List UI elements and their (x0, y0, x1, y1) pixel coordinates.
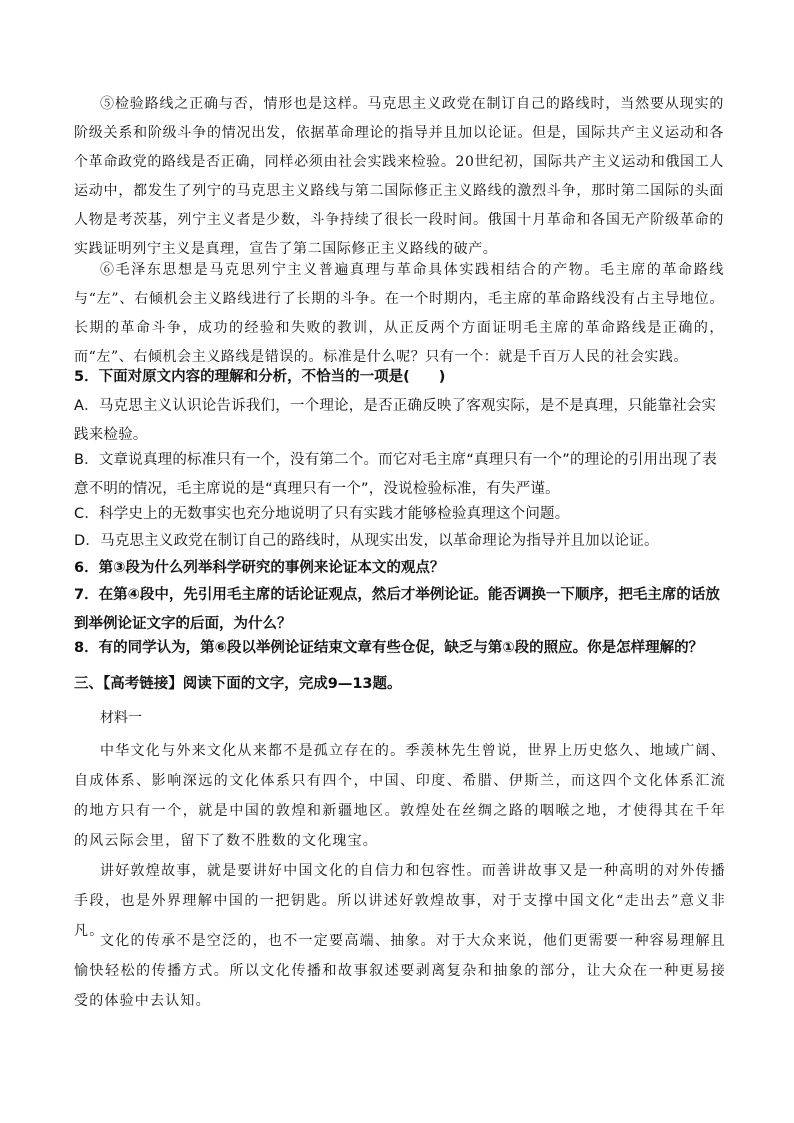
question-5-option-d: D．马克思主义政党在制订自己的路线时，从现实出发，以革命理论为指导并且加以论证。 (74, 533, 659, 549)
question-8: 8．有的同学认为，第⑥段以举例论证结束文章有些仓促，缺乏与第①段的照应。你是怎样理解的？ (74, 640, 704, 656)
question-5-option-c: C．科学史上的无数事实也充分地说明了只有实践才能够检验真理这个问题。 (74, 506, 570, 522)
material-paragraph-2: 讲好敦煌故事，就是要讲好中国文化的自信力和包容性。而善讲故事又是一种高明的对外传播手段，也是外界理解中国的一把钥匙。所以讲述好敦煌故事，对于支撑中国文化“走出去”意义非凡。 (74, 863, 726, 939)
question-7: 7．在第④段中，先引用毛主席的话论证观点，然后才举例论证。能否调换一下顺序，把毛主席的话放到举例论证文字的后面，为什么？ (74, 587, 720, 632)
question-5: 5．下面对原文内容的理解和分析，不恰当的一项是( ) (74, 369, 446, 385)
section-3-heading: 三、【高考链接】阅读下面的文字，完成9—13题。 (74, 676, 402, 692)
question-5-option-a: A．马克思主义认识论告诉我们，一个理论，是否正确反映了客观实际，是不是真理，只能靠社会实践来检验。 (74, 398, 717, 443)
question-6: 6．第③段为什么列举科学研究的事例来论证本文的观点？ (74, 560, 445, 576)
material-label: 材料一 (100, 710, 142, 726)
paragraph-5: ⑤检验路线之正确与否，情形也是这样。马克思主义政党在制订自己的路线时，当然要从现实的阶级关系和阶级斗争的情况出发，依据革命理论的指导并且加以论证。但是，国际共产主义运动和各个革命政党的路线是否正确，同样必须由社会实践来检验。20世纪初，国际共产主义运动和俄国工人运动中，都发生了列宁的马克思主义路线与第二国际修正主义路线的激烈斗争，那时第二国际的头面人物是考茨基，列宁主义者是少数，斗争持续了很长一段时间。俄国十月革命和各国无产阶级革命的实践证明列宁主义是真理，宣告了第二国际修正主义路线的破产。 (74, 96, 724, 257)
material-paragraph-1: 中华文化与外来文化从来都不是孤立存在的。季羡林先生曾说，世界上历史悠久、地域广阔、自成体系、影响深远的文化体系只有四个，中国、印度、希腊、伊斯兰，而这四个文化体系汇流的地方只有一个，就是中国的敦煌和新疆地区。敦煌处在丝绸之路的咽喉之地，才使得其在千年的风云际会里，留下了数不胜数的文化瑰宝。 (74, 743, 726, 849)
material-paragraph-3: 文化的传承不是空泛的，也不一定要高端、抽象。对于大众来说，他们更需要一种容易理解且愉快轻松的传播方式。所以文化传播和故事叙述要剥离复杂和抽象的部分，让大众在一种更易接受的体验中去认知。 (74, 933, 726, 1009)
paragraph-6: ⑥毛泽东思想是马克思列宁主义普遍真理与革命具体实践相结合的产物。毛主席的革命路线与“左”、右倾机会主义路线进行了长期的斗争。在一个时期内，毛主席的革命路线没有占主导地位。长期的革命斗争，成功的经验和失败的教训，从正反两个方面证明毛主席的革命路线是正确的，而“左”、右倾机会主义路线是错误的。标准是什么呢？只有一个：就是千百万人民的社会实践。 (74, 262, 724, 365)
question-5-option-b: B．文章说真理的标准只有一个，没有第二个。而它对毛主席“真理只有一个”的理论的引用出现了表意不明的情况，毛主席说的是“真理只有一个”，没说检验标准，有失严谨。 (74, 452, 717, 497)
